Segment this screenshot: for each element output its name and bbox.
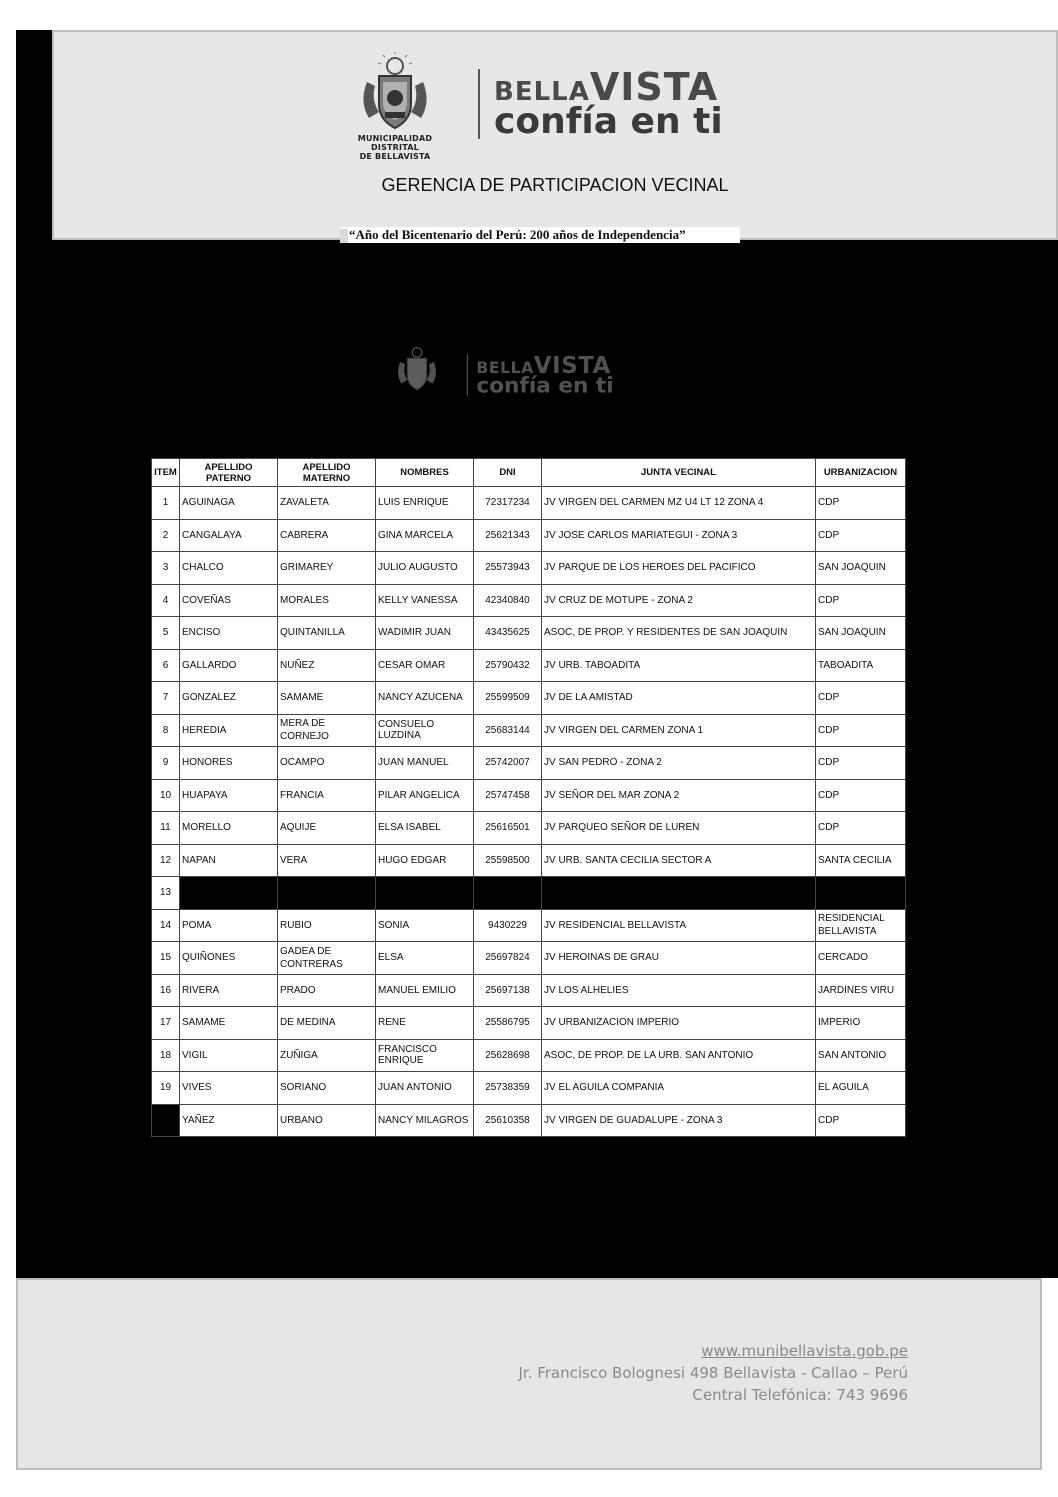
cell-junta: JV SAN PEDRO - ZONA 2	[542, 747, 816, 780]
cell-dni: 25738359	[474, 1072, 542, 1105]
table-row	[152, 519, 906, 552]
cell-paterno: CHALCO	[180, 552, 278, 585]
watermark-wordmark	[476, 351, 614, 398]
cell-nombres: RENE	[376, 1007, 474, 1040]
col-header-item: ITEM	[152, 459, 180, 487]
cell-paterno: NAPAN	[180, 844, 278, 877]
watermark-crest	[384, 344, 450, 406]
cell-paterno: HUAPAYA	[180, 779, 278, 812]
cell-paterno: GALLARDO	[180, 649, 278, 682]
cell-urb: SAN JOAQUIN	[816, 552, 906, 585]
cell-paterno: HEREDIA	[180, 714, 278, 747]
cell-paterno: POMA	[180, 909, 278, 942]
municipal-logo	[340, 52, 723, 161]
cell-dni: 43435625	[474, 617, 542, 650]
cell-item: 7	[152, 682, 180, 715]
cell-urb: CDP	[816, 747, 906, 780]
cell-junta: JV EL AGUILA COMPANIA	[542, 1072, 816, 1105]
cell-dni: 25790432	[474, 649, 542, 682]
cell-item: 6	[152, 649, 180, 682]
roster-body	[152, 487, 906, 1137]
cell-nombres: PILAR ANGELICA	[376, 779, 474, 812]
cell-item: 14	[152, 909, 180, 942]
website-link[interactable]: www.munibellavista.gob.pe	[701, 1342, 908, 1360]
cell-dni: 72317234	[474, 487, 542, 520]
cell-junta: JV PARQUEO SEÑOR DE LUREN	[542, 812, 816, 845]
cell-dni: 25621343	[474, 519, 542, 552]
cell-nombres: CONSUELO LUZDINA	[376, 714, 474, 747]
cell-materno: URBANO	[278, 1104, 376, 1137]
crest-caption-1: MUNICIPALIDAD DISTRITAL	[357, 134, 433, 152]
cell-item: 11	[152, 812, 180, 845]
table-row	[152, 617, 906, 650]
cell-urb: JARDINES VIRU	[816, 974, 906, 1007]
cell-nombres: ELSA ISABEL	[376, 812, 474, 845]
cell-nombres	[376, 877, 474, 910]
col-header-paterno: APELLIDO PATERNO	[180, 459, 278, 487]
cell-junta	[542, 877, 816, 910]
cell-item: 9	[152, 747, 180, 780]
cell-nombres: CESAR OMAR	[376, 649, 474, 682]
cell-urb: CDP	[816, 1104, 906, 1137]
cell-materno: MORALES	[278, 584, 376, 617]
cell-nombres: JUAN ANTONIO	[376, 1072, 474, 1105]
table-row	[152, 1104, 906, 1137]
footer-address: Jr. Francisco Bolognesi 498 Bellavista - Callao – Perú	[518, 1364, 908, 1382]
cell-item: 16	[152, 974, 180, 1007]
cell-dni: 25598500	[474, 844, 542, 877]
cell-urb: CERCADO	[816, 942, 906, 975]
cell-dni: 25586795	[474, 1007, 542, 1040]
cell-paterno: GONZALEZ	[180, 682, 278, 715]
col-header-materno: APELLIDO MATERNO	[278, 459, 376, 487]
cell-junta: JV PARQUE DE LOS HEROES DEL PACIFICO	[542, 552, 816, 585]
cell-item: 3	[152, 552, 180, 585]
cell-item: 12	[152, 844, 180, 877]
watermark-brand-line-2: confía en ti	[476, 373, 614, 398]
cell-nombres: WADIMIR JUAN	[376, 617, 474, 650]
table-row	[152, 487, 906, 520]
cell-urb: SAN ANTONIO	[816, 1039, 906, 1072]
cell-urb: CDP	[816, 779, 906, 812]
cell-materno: AQUIJE	[278, 812, 376, 845]
cell-junta: JV CRUZ DE MOTUPE - ZONA 2	[542, 584, 816, 617]
cell-item: 1	[152, 487, 180, 520]
table-header-row	[152, 459, 906, 487]
cell-dni: 25628698	[474, 1039, 542, 1072]
cell-materno: VERA	[278, 844, 376, 877]
roster-table	[151, 458, 906, 1137]
cell-materno: CABRERA	[278, 519, 376, 552]
cell-urb: CDP	[816, 812, 906, 845]
brand-line-1: BELLAVISTA	[494, 65, 719, 109]
cell-junta: JV VIRGEN DEL CARMEN ZONA 1	[542, 714, 816, 747]
brand-line-2: confía en ti	[494, 101, 723, 142]
cell-item: 10	[152, 779, 180, 812]
cell-paterno: VIVES	[180, 1072, 278, 1105]
cell-materno: MERA DE CORNEJO	[278, 714, 376, 747]
cell-nombres: MANUEL EMILIO	[376, 974, 474, 1007]
col-header-nombres: NOMBRES	[376, 459, 474, 487]
cell-paterno: MORELLO	[180, 812, 278, 845]
cell-materno: QUINTANILLA	[278, 617, 376, 650]
cell-urb: CDP	[816, 487, 906, 520]
cell-materno	[278, 877, 376, 910]
crest-caption-2: DE BELLAVISTA	[359, 152, 431, 161]
footer-phone: Central Telefónica: 743 9696	[692, 1386, 908, 1404]
col-header-dni: DNI	[474, 459, 542, 487]
year-motto-text: “Año del Bicentenario del Perú: 200 años de Independencia”	[349, 227, 686, 242]
cell-materno: PRADO	[278, 974, 376, 1007]
cell-paterno: SAMAME	[180, 1007, 278, 1040]
cell-urb	[816, 877, 906, 910]
motto-marker	[340, 229, 348, 243]
cell-materno: NUÑEZ	[278, 649, 376, 682]
cell-junta: JV LOS ALHELIES	[542, 974, 816, 1007]
cell-urb: EL AGUILA	[816, 1072, 906, 1105]
cell-dni	[474, 877, 542, 910]
cell-materno: FRANCIA	[278, 779, 376, 812]
cell-paterno: AGUINAGA	[180, 487, 278, 520]
table-row	[152, 747, 906, 780]
cell-materno: DE MEDINA	[278, 1007, 376, 1040]
cell-junta: JV URBANIZACION IMPERIO	[542, 1007, 816, 1040]
cell-nombres: FRANCISCO ENRIQUE	[376, 1039, 474, 1072]
table-row	[152, 942, 906, 975]
cell-urb: RESIDENCIAL BELLAVISTA	[816, 909, 906, 942]
cell-nombres: HUGO EDGAR	[376, 844, 474, 877]
cell-junta: ASOC, DE PROP. Y RESIDENTES DE SAN JOAQUIN	[542, 617, 816, 650]
cell-urb: TABOADITA	[816, 649, 906, 682]
cell-nombres: NANCY AZUCENA	[376, 682, 474, 715]
cell-materno: SORIANO	[278, 1072, 376, 1105]
watermark-divider	[467, 354, 468, 396]
cell-paterno: YAÑEZ	[180, 1104, 278, 1137]
cell-junta: JV URB. SANTA CECILIA SECTOR A	[542, 844, 816, 877]
footer-contact	[518, 1340, 908, 1406]
cell-nombres: GINA MARCELA	[376, 519, 474, 552]
cell-junta: JV HEROINAS DE GRAU	[542, 942, 816, 975]
watermark-coat-of-arms-icon	[393, 344, 441, 393]
cell-item	[152, 1104, 180, 1137]
cell-nombres: ELSA	[376, 942, 474, 975]
cell-item: 5	[152, 617, 180, 650]
table-row	[152, 844, 906, 877]
cell-paterno: RIVERA	[180, 974, 278, 1007]
table-row	[152, 974, 906, 1007]
cell-paterno: CANGALAYA	[180, 519, 278, 552]
cell-paterno: COVEÑAS	[180, 584, 278, 617]
cell-junta: JV SEÑOR DEL MAR ZONA 2	[542, 779, 816, 812]
cell-junta: JV VIRGEN DE GUADALUPE - ZONA 3	[542, 1104, 816, 1137]
cell-nombres: SONIA	[376, 909, 474, 942]
department-title: GERENCIA DE PARTICIPACION VECINAL	[381, 175, 729, 195]
cell-dni: 25683144	[474, 714, 542, 747]
cell-junta: JV RESIDENCIAL BELLAVISTA	[542, 909, 816, 942]
cell-dni: 42340840	[474, 584, 542, 617]
cell-materno: SAMAME	[278, 682, 376, 715]
cell-dni: 25573943	[474, 552, 542, 585]
cell-nombres: KELLY VANESSA	[376, 584, 474, 617]
cell-dni: 25616501	[474, 812, 542, 845]
col-header-junta: JUNTA VECINAL	[542, 459, 816, 487]
year-motto	[340, 227, 740, 243]
cell-urb: SAN JOAQUIN	[816, 617, 906, 650]
table-row	[152, 877, 906, 910]
cell-nombres: JUAN MANUEL	[376, 747, 474, 780]
cell-dni: 25697138	[474, 974, 542, 1007]
cell-urb: CDP	[816, 584, 906, 617]
watermark-logo	[384, 344, 614, 406]
cell-paterno	[180, 877, 278, 910]
cell-dni: 25697824	[474, 942, 542, 975]
cell-materno: RUBIO	[278, 909, 376, 942]
cell-materno: OCAMPO	[278, 747, 376, 780]
table-row	[152, 649, 906, 682]
motto-strip	[16, 242, 1058, 250]
cell-item: 13	[152, 877, 180, 910]
cell-dni: 25742007	[474, 747, 542, 780]
cell-dni: 9430229	[474, 909, 542, 942]
table-row	[152, 1039, 906, 1072]
table-row	[152, 1072, 906, 1105]
cell-nombres: LUIS ENRIQUE	[376, 487, 474, 520]
cell-item: 2	[152, 519, 180, 552]
cell-dni: 25747458	[474, 779, 542, 812]
cell-item: 17	[152, 1007, 180, 1040]
cell-junta: JV DE LA AMISTAD	[542, 682, 816, 715]
watermark-brand-suffix: VISTA	[533, 351, 611, 379]
table-row	[152, 682, 906, 715]
table-row	[152, 1007, 906, 1040]
cell-dni: 25599509	[474, 682, 542, 715]
cell-urb: CDP	[816, 682, 906, 715]
table-row	[152, 714, 906, 747]
cell-nombres: NANCY MILAGROS	[376, 1104, 474, 1137]
cell-paterno: ENCISO	[180, 617, 278, 650]
cell-junta: JV JOSE CARLOS MARIATEGUI - ZONA 3	[542, 519, 816, 552]
table-row	[152, 812, 906, 845]
coat-of-arms-icon	[355, 52, 435, 134]
cell-dni: 25610358	[474, 1104, 542, 1137]
cell-materno: GRIMAREY	[278, 552, 376, 585]
cell-materno: ZAVALETA	[278, 487, 376, 520]
logo-divider	[478, 69, 480, 139]
cell-materno: GADEA DE CONTRERAS	[278, 942, 376, 975]
cell-item: 4	[152, 584, 180, 617]
cell-urb: CDP	[816, 519, 906, 552]
cell-paterno: HONORES	[180, 747, 278, 780]
crest-emblem	[340, 52, 450, 161]
cell-junta: JV URB. TABOADITA	[542, 649, 816, 682]
watermark-brand-prefix: BELLA	[476, 359, 534, 377]
table-row	[152, 584, 906, 617]
col-header-urbanizacion: URBANIZACION	[816, 459, 906, 487]
cell-item: 15	[152, 942, 180, 975]
cell-paterno: QUIÑONES	[180, 942, 278, 975]
cell-materno: ZUÑIGA	[278, 1039, 376, 1072]
cell-junta: ASOC, DE PROP. DE LA URB. SAN ANTONIO	[542, 1039, 816, 1072]
cell-junta: JV VIRGEN DEL CARMEN MZ U4 LT 12 ZONA 4	[542, 487, 816, 520]
table-row	[152, 779, 906, 812]
cell-item: 19	[152, 1072, 180, 1105]
cell-item: 18	[152, 1039, 180, 1072]
table-row	[152, 552, 906, 585]
cell-urb: IMPERIO	[816, 1007, 906, 1040]
table-row	[152, 909, 906, 942]
cell-urb: SANTA CECILIA	[816, 844, 906, 877]
brand-wordmark	[494, 65, 723, 142]
cell-item: 8	[152, 714, 180, 747]
cell-urb: CDP	[816, 714, 906, 747]
cell-paterno: VIGIL	[180, 1039, 278, 1072]
cell-nombres: JULIO AUGUSTO	[376, 552, 474, 585]
